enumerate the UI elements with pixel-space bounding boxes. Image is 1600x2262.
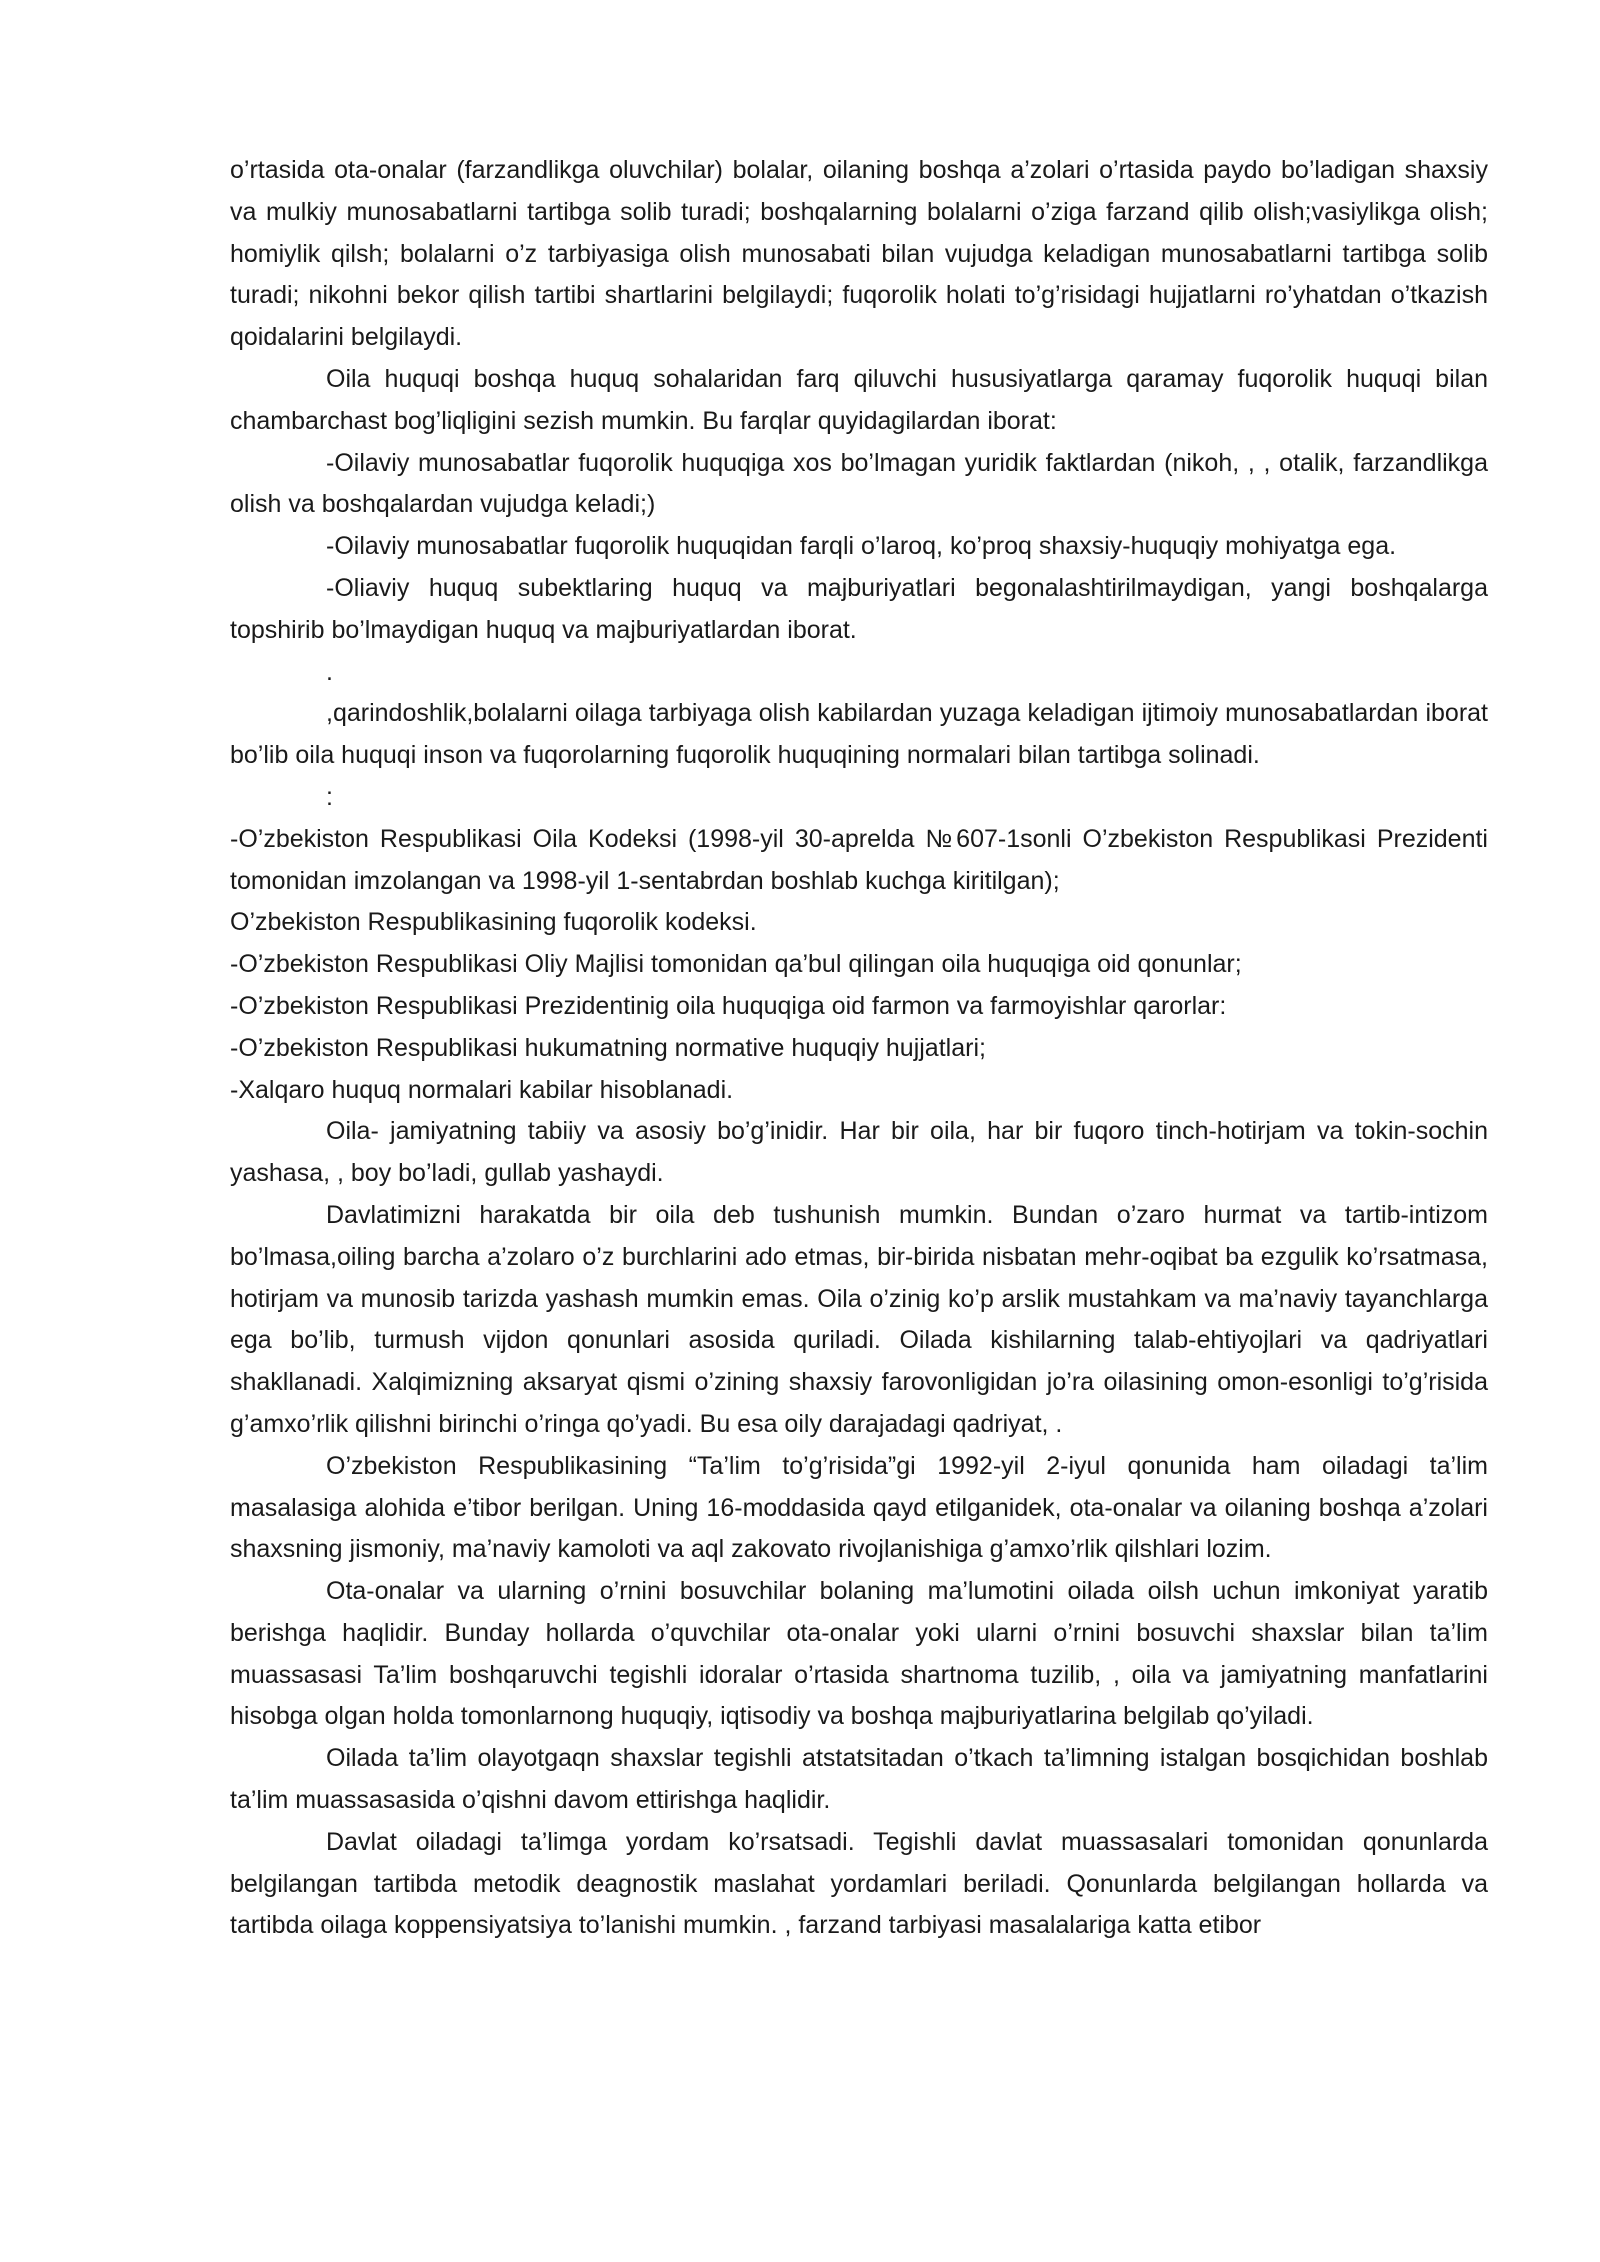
- paragraph-education-law: O’zbekiston Respublikasining “Ta’lim to’g’risida”gi 1992-yil 2-iyul qonunida ham oiladagi ta’lim masalasiga alohida e’tibor berilgan. Uning 16-moddasida qayd etilganidek, ota-onalar va oilaning boshqa a’zolari shaxsning jismoniy, ma’naviy kamoloti va aql zakovato rivojlanishiga g’amxo’rlik qilshlari lozim.: [230, 1451, 1488, 1564]
- document-page: [230, 150, 1488, 1947]
- paragraph-family-society: Oila- jamiyatning tabiiy va asosiy bo’g’inidir. Har bir oila, har bir fuqoro tinch-hotirjam va tokin-sochin yashasa, , boy bo’ladi, gullab yashaydi.: [230, 1117, 1488, 1188]
- list-item-oliy-majlis-laws: -O’zbekiston Respublikasi Oliy Majlisi tomonidan qa’bul qilingan oila huquqiga oid qonunlar;: [230, 950, 1242, 979]
- list-item-personal-nature: -Oilaviy munosabatlar fuqorolik huquqidan farqli o’laroq, ko’proq shaxsiy-huquqiy mohiyatga ega.: [326, 532, 1397, 561]
- list-item-family-code: -O’zbekiston Respublikasi Oila Kodeksi (1998-yil 30-aprelda №607-1sonli O’zbekiston Respublikasi Prezidenti tomonidan imzolangan va 1998-yil 1-sentabrdan boshlab kuchga kiritilgan);: [230, 824, 1488, 895]
- list-item-international-law: -Xalqaro huquq normalari kabilar hisoblanadi.: [230, 1075, 734, 1104]
- list-item-government-acts: -O’zbekiston Respublikasi hukumatning normative huquqiy hujjatlari;: [230, 1033, 986, 1062]
- paragraph-stray-period: .: [326, 657, 333, 686]
- list-item-legal-facts: -Oilaviy munosabatlar fuqorolik huquqiga xos bo’lmagan yuridik faktlardan (nikoh, , , otalik, farzandlikga olish va boshqalardan vujudga keladi;): [230, 448, 1488, 519]
- paragraph-state-as-family: Davlatimizni harakatda bir oila deb tushunish mumkin. Bundan o’zaro hurmat va tartib-intizom bo’lmasa,oiling barcha a’zolaro o’z burchlarini ado etmas, bir-birida nisbatan mehr-oqibat ba ezgulik ko’rsatmasa, hotirjam va munosib tarizda yashash mumkin emas. Oila o’zinig ko’p arslik mustahkam va ma’naviy tayanchlarga ega bo’lib, turmush vijdon qonunlari asosida quriladi. Oilada kishilarning talab-ehtiyojlari va qadriyatlari shakllanadi. Xalqimizning aksaryat qismi o’zining shaxsiy farovonligidan jo’ra oilasining omon-esonligi to’g’risida g’amxo’rlik qilishni birinchi o’ringa qo’yadi. Bu esa oily darajadagi qadriyat, .: [230, 1200, 1488, 1438]
- paragraph-parents-rights: Ota-onalar va ularning o’rnini bosuvchilar bolaning ma’lumotini oilada oilsh uchun imkoniyat yaratib berishga haqlidir. Bunday hollarda o’quvchilar ota-onalar yoki ularni o’rnini bosuvchi shaxslar bilan ta’lim muassasasi Ta’lim boshqaruvchi tegishli idoralar o’rtasida shartnoma tuzilib, , oila va jamiyatning manfatlarini hisobga olgan holda tomonlarnong huquqiy, iqtisodiy va boshqa majburiyatlarina belgilab qo’yiladi.: [230, 1577, 1488, 1731]
- paragraph-family-law-differences: Oila huquqi boshqa huquq sohalaridan farq qiluvchi hususiyatlarga qaramay fuqorolik huquqi bilan chambarchast bog’liqligini sezish mumkin. Bu farqlar quyidagilardan iborat:: [230, 364, 1488, 435]
- paragraph-home-education-attestation: Oilada ta’lim olayotgaqn shaxslar tegishli atstatsitadan o’tkach ta’limning istalgan bosqichidan boshlab ta’lim muassasasida o’qishni davom ettirishga haqlidir.: [230, 1744, 1488, 1815]
- list-item-inalienable-rights: -Oliaviy huquq subektlaring huquq va majburiyatlari begonalashtirilmaydigan, yangi boshqalarga topshirib bo’lmaydigan huquq va majburiyatlardan iborat.: [230, 573, 1488, 644]
- paragraph-stray-colon: :: [326, 782, 333, 811]
- paragraph-family-relations-scope: o’rtasida ota-onalar (farzandlikga oluvchilar) bolalar, oilaning boshqa a’zolari o’rtasida paydo bo’ladigan shaxsiy va mulkiy munosabatlarni tartibga solib turadi; boshqalarning bolalarni o’ziga farzand qilib olish;vasiylikga olish; homiylik qilsh; bolalarni o’z tarbiyasiga olish munosabati bilan vujudga keladigan munosabatlarni tartibga solib turadi; nikohni bekor qilish tartibi shartlarini belgilaydi; fuqorolik holati to’g’risidagi hujjatlarni ro’yhatdan o’tkazish qoidalarini belgilaydi.: [230, 156, 1488, 352]
- paragraph-state-support: Davlat oiladagi ta’limga yordam ko’rsatsadi. Tegishli davlat muassasalari tomonidan qonunlarda belgilangan tartibda metodik deagnostik maslahat yordamlari beriladi. Qonunlarda belgilangan hollarda va tartibda oilaga koppensiyatsiya to’lanishi mumkin. , farzand tarbiyasi masalalariga katta etibor: [230, 1827, 1488, 1940]
- list-item-presidential-decrees: -O’zbekiston Respublikasi Prezidentinig oila huquqiga oid farmon va farmoyishlar qarorlar:: [230, 991, 1227, 1020]
- list-item-civil-code: O’zbekiston Respublikasining fuqorolik kodeksi.: [230, 908, 757, 937]
- paragraph-kinship-relations: ,qarindoshlik,bolalarni oilaga tarbiyaga olish kabilardan yuzaga keladigan ijtimoiy munosabatlardan iborat bo’lib oila huquqi inson va fuqorolarning fuqorolik huquqining normalari bilan tartibga solinadi.: [230, 699, 1488, 770]
